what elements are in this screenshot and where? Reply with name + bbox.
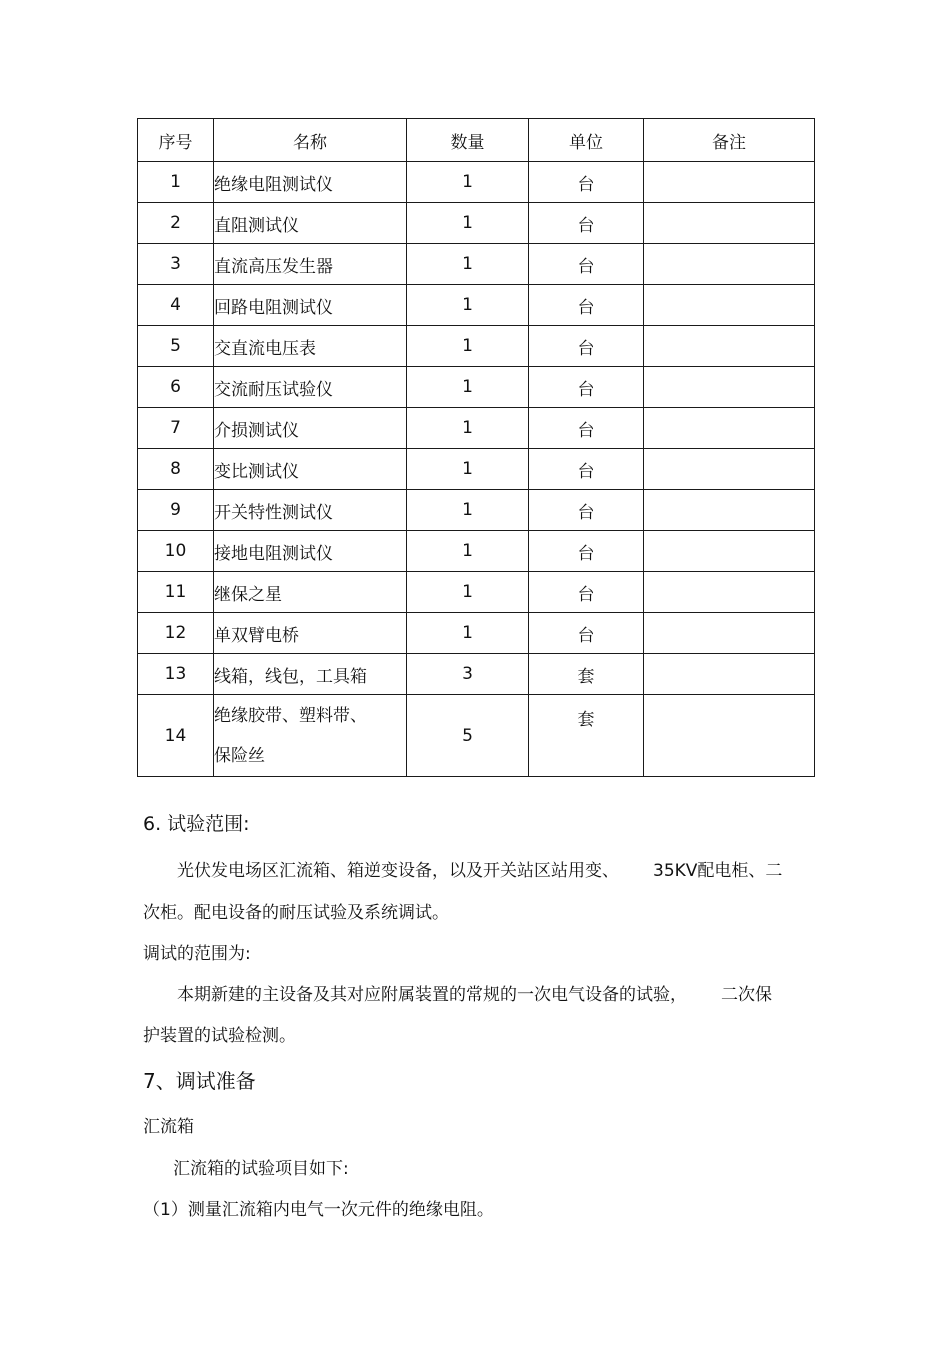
cell-unit: 台	[529, 326, 644, 367]
table-row	[138, 490, 815, 531]
cell-unit: 套	[529, 695, 644, 777]
cell-unit: 台	[529, 244, 644, 285]
cell-name: 介损测试仪	[214, 408, 407, 449]
cell-unit: 台	[529, 367, 644, 408]
table-row	[138, 695, 815, 777]
cell-name: 交流耐压试验仪	[214, 367, 407, 408]
scope-label: 调试的范围为:	[143, 944, 251, 964]
cell-no: 3	[138, 244, 214, 285]
cell-no: 12	[138, 613, 214, 654]
cell-name: 开关特性测试仪	[214, 490, 407, 531]
section6-paragraph1-part2: 35KV配电柜、二	[653, 861, 783, 881]
cell-name: 单双臂电桥	[214, 613, 407, 654]
cell-note	[644, 367, 815, 408]
cell-unit: 台	[529, 162, 644, 203]
cell-name: 回路电阻测试仪	[214, 285, 407, 326]
cell-unit: 台	[529, 572, 644, 613]
table-row	[138, 326, 815, 367]
header-name: 名称	[214, 119, 407, 162]
cell-qty: 1	[407, 203, 529, 244]
cell-qty: 1	[407, 408, 529, 449]
cell-unit: 台	[529, 449, 644, 490]
cell-note	[644, 695, 815, 777]
cell-no: 4	[138, 285, 214, 326]
cell-name-line2: 保险丝	[214, 745, 265, 766]
cell-note	[644, 285, 815, 326]
cell-note	[644, 490, 815, 531]
section6-paragraph1-part1: 光伏发电场区汇流箱、箱逆变设备，以及开关站区站用变、	[177, 861, 619, 881]
table-row	[138, 162, 815, 203]
cell-unit: 台	[529, 203, 644, 244]
cell-name: 变比测试仪	[214, 449, 407, 490]
table-row	[138, 613, 815, 654]
table-row	[138, 285, 815, 326]
cell-name: 交直流电压表	[214, 326, 407, 367]
table-row	[138, 408, 815, 449]
cell-note	[644, 408, 815, 449]
section6-paragraph2-line1	[177, 980, 772, 1005]
cell-unit: 台	[529, 285, 644, 326]
cell-name: 线箱，线包，工具箱	[214, 654, 407, 695]
table-row	[138, 244, 815, 285]
cell-name: 直阻测试仪	[214, 203, 407, 244]
cell-name-line1: 绝缘胶带、塑料带、	[214, 705, 367, 726]
cell-qty: 1	[407, 367, 529, 408]
header-qty: 数量	[407, 119, 529, 162]
cell-name: 绝缘电阻测试仪	[214, 162, 407, 203]
cell-qty: 1	[407, 244, 529, 285]
cell-unit: 台	[529, 613, 644, 654]
section7-heading: 7、调试准备	[143, 1069, 256, 1093]
section6-paragraph1-line2: 次柜。配电设备的耐压试验及系统调试。	[143, 903, 449, 923]
cell-no: 2	[138, 203, 214, 244]
table-row	[138, 367, 815, 408]
header-no: 序号	[138, 119, 214, 162]
cell-qty: 5	[407, 695, 529, 777]
section6-paragraph2-part2: 二次保	[721, 985, 772, 1005]
cell-name: 接地电阻测试仪	[214, 531, 407, 572]
table-row	[138, 654, 815, 695]
section7-item1: （1）测量汇流箱内电气一次元件的绝缘电阻。	[143, 1200, 494, 1220]
cell-no: 7	[138, 408, 214, 449]
table-header-row	[138, 119, 815, 162]
cell-qty: 1	[407, 162, 529, 203]
cell-name	[214, 695, 407, 777]
cell-no: 13	[138, 654, 214, 695]
cell-no: 10	[138, 531, 214, 572]
cell-unit: 台	[529, 490, 644, 531]
cell-qty: 1	[407, 285, 529, 326]
table-row	[138, 449, 815, 490]
cell-note	[644, 203, 815, 244]
cell-name: 直流高压发生器	[214, 244, 407, 285]
header-note: 备注	[644, 119, 815, 162]
cell-note	[644, 613, 815, 654]
cell-qty: 1	[407, 490, 529, 531]
table-row	[138, 203, 815, 244]
equipment-table	[137, 118, 815, 777]
cell-qty: 1	[407, 613, 529, 654]
cell-note	[644, 244, 815, 285]
section6-paragraph2-line2: 护装置的试验检测。	[143, 1026, 296, 1046]
cell-unit: 台	[529, 408, 644, 449]
cell-no: 5	[138, 326, 214, 367]
cell-qty: 1	[407, 531, 529, 572]
cell-unit: 套	[529, 654, 644, 695]
cell-qty: 3	[407, 654, 529, 695]
cell-no: 8	[138, 449, 214, 490]
section6-paragraph2-part1: 本期新建的主设备及其对应附属装置的常规的一次电气设备的试验，	[177, 985, 687, 1005]
cell-note	[644, 449, 815, 490]
header-unit: 单位	[529, 119, 644, 162]
cell-qty: 1	[407, 572, 529, 613]
table-row	[138, 531, 815, 572]
cell-note	[644, 654, 815, 695]
section6-heading: 6. 试验范围:	[143, 813, 250, 835]
section7-intro: 汇流箱的试验项目如下:	[173, 1159, 349, 1179]
cell-note	[644, 326, 815, 367]
section6-paragraph1-line1	[177, 856, 782, 881]
cell-note	[644, 531, 815, 572]
cell-qty: 1	[407, 326, 529, 367]
cell-note	[644, 162, 815, 203]
cell-no: 9	[138, 490, 214, 531]
cell-no: 14	[138, 695, 214, 777]
cell-no: 11	[138, 572, 214, 613]
section7-subheading: 汇流箱	[143, 1117, 194, 1137]
cell-note	[644, 572, 815, 613]
cell-qty: 1	[407, 449, 529, 490]
cell-no: 6	[138, 367, 214, 408]
cell-name: 继保之星	[214, 572, 407, 613]
cell-unit: 台	[529, 531, 644, 572]
cell-no: 1	[138, 162, 214, 203]
table-row	[138, 572, 815, 613]
